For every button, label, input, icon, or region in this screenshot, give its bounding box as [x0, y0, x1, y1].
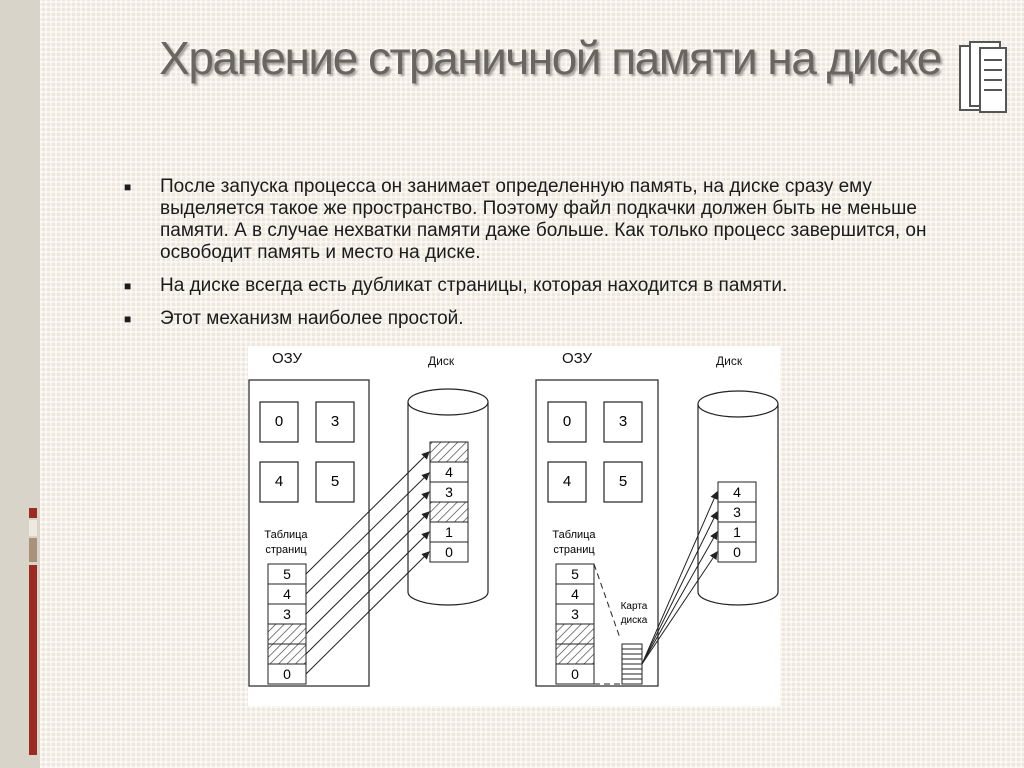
left-panel — [249, 350, 488, 686]
disk-map-label: Карта — [620, 601, 648, 612]
page-table-cell-label: 3 — [571, 606, 579, 622]
page-table-cell-label: 3 — [283, 606, 291, 622]
bullet-list — [120, 176, 960, 341]
ram-page-label: 5 — [330, 473, 340, 490]
page-table-label: Таблица — [552, 529, 596, 541]
disk-slot-label: 0 — [445, 544, 453, 560]
ram-page-label: 4 — [562, 473, 572, 490]
disk-label: Диск — [428, 354, 455, 368]
bullet-item — [120, 176, 960, 264]
bullet-text: На диске всегда есть дубликат страницы, которая находится в памяти. — [160, 275, 788, 296]
accent-bar — [29, 508, 37, 518]
mapping-arrow — [642, 552, 717, 664]
page-table-cell-label: 0 — [283, 666, 291, 682]
disk-slot-label: 4 — [733, 484, 741, 500]
ram-page-label: 5 — [618, 473, 628, 490]
accent-bar — [29, 520, 37, 536]
disk-slot-label: 1 — [445, 524, 453, 540]
right-panel — [536, 350, 778, 686]
disk-slot-label: 0 — [733, 544, 741, 560]
disk-slot-hatched — [430, 442, 468, 462]
page-table-cell-hatched — [268, 644, 306, 664]
bullet-square-icon: ■ — [124, 312, 132, 326]
bullet-item — [120, 275, 960, 297]
page-table-cell-label: 4 — [571, 586, 579, 602]
page-table-cell-hatched — [556, 624, 594, 644]
ram-page-label: 0 — [274, 413, 284, 430]
page-table-cell-label: 5 — [283, 566, 291, 582]
page-table-cell-hatched — [268, 624, 306, 644]
bullet-text: После запуска процесса он занимает определенную память, на диске сразу ему выделяется такое же пространство. Поэтому файл подкачки должен быть не меньше памяти. А в случае нехватки памяти даже больше. Как только процесс завершится, он освободит память и место на диске. — [160, 176, 927, 263]
disk-slot-label: 1 — [733, 524, 741, 540]
disk-cylinder-top — [698, 391, 778, 417]
ram-page-label: 3 — [618, 413, 628, 430]
bullet-square-icon: ■ — [124, 180, 132, 194]
disk-cylinder-top — [408, 389, 488, 415]
paging-diagram — [248, 346, 780, 706]
bullet-square-icon: ■ — [124, 279, 132, 293]
accent-bar — [29, 538, 37, 562]
disk-map-label: диска — [620, 615, 648, 626]
ram-page-label: 0 — [562, 413, 572, 430]
paging-diagram-svg — [248, 346, 780, 706]
mapping-arrow — [306, 552, 429, 674]
accent-bar — [29, 565, 37, 755]
page-table-cell-label: 5 — [571, 566, 579, 582]
page-table-cell-hatched — [556, 644, 594, 664]
page-table-label: страниц — [553, 544, 595, 556]
slide-title: Хранение страничной памяти на диске — [159, 32, 941, 84]
bullet-text: Этот механизм наиболее простой. — [160, 308, 464, 329]
disk-label: Диск — [716, 354, 743, 368]
page-table-label: Таблица — [264, 529, 308, 541]
ram-label: ОЗУ — [562, 350, 593, 367]
disk-slot-label: 4 — [445, 464, 453, 480]
bullet-item — [120, 308, 960, 330]
disk-slot-label: 3 — [733, 504, 741, 520]
disk-slot-hatched — [430, 502, 468, 522]
ram-page-label: 3 — [330, 413, 340, 430]
ram-page-label: 4 — [274, 473, 284, 490]
page-table-cell-label: 4 — [283, 586, 291, 602]
disk-slot-label: 3 — [445, 484, 453, 500]
page-table-label: страниц — [265, 544, 307, 556]
ram-label: ОЗУ — [272, 350, 303, 367]
document-stack-icon — [958, 40, 1010, 116]
page-table-cell-label: 0 — [571, 666, 579, 682]
disk-map-dashed-link — [594, 564, 620, 638]
disk-map — [622, 644, 642, 684]
